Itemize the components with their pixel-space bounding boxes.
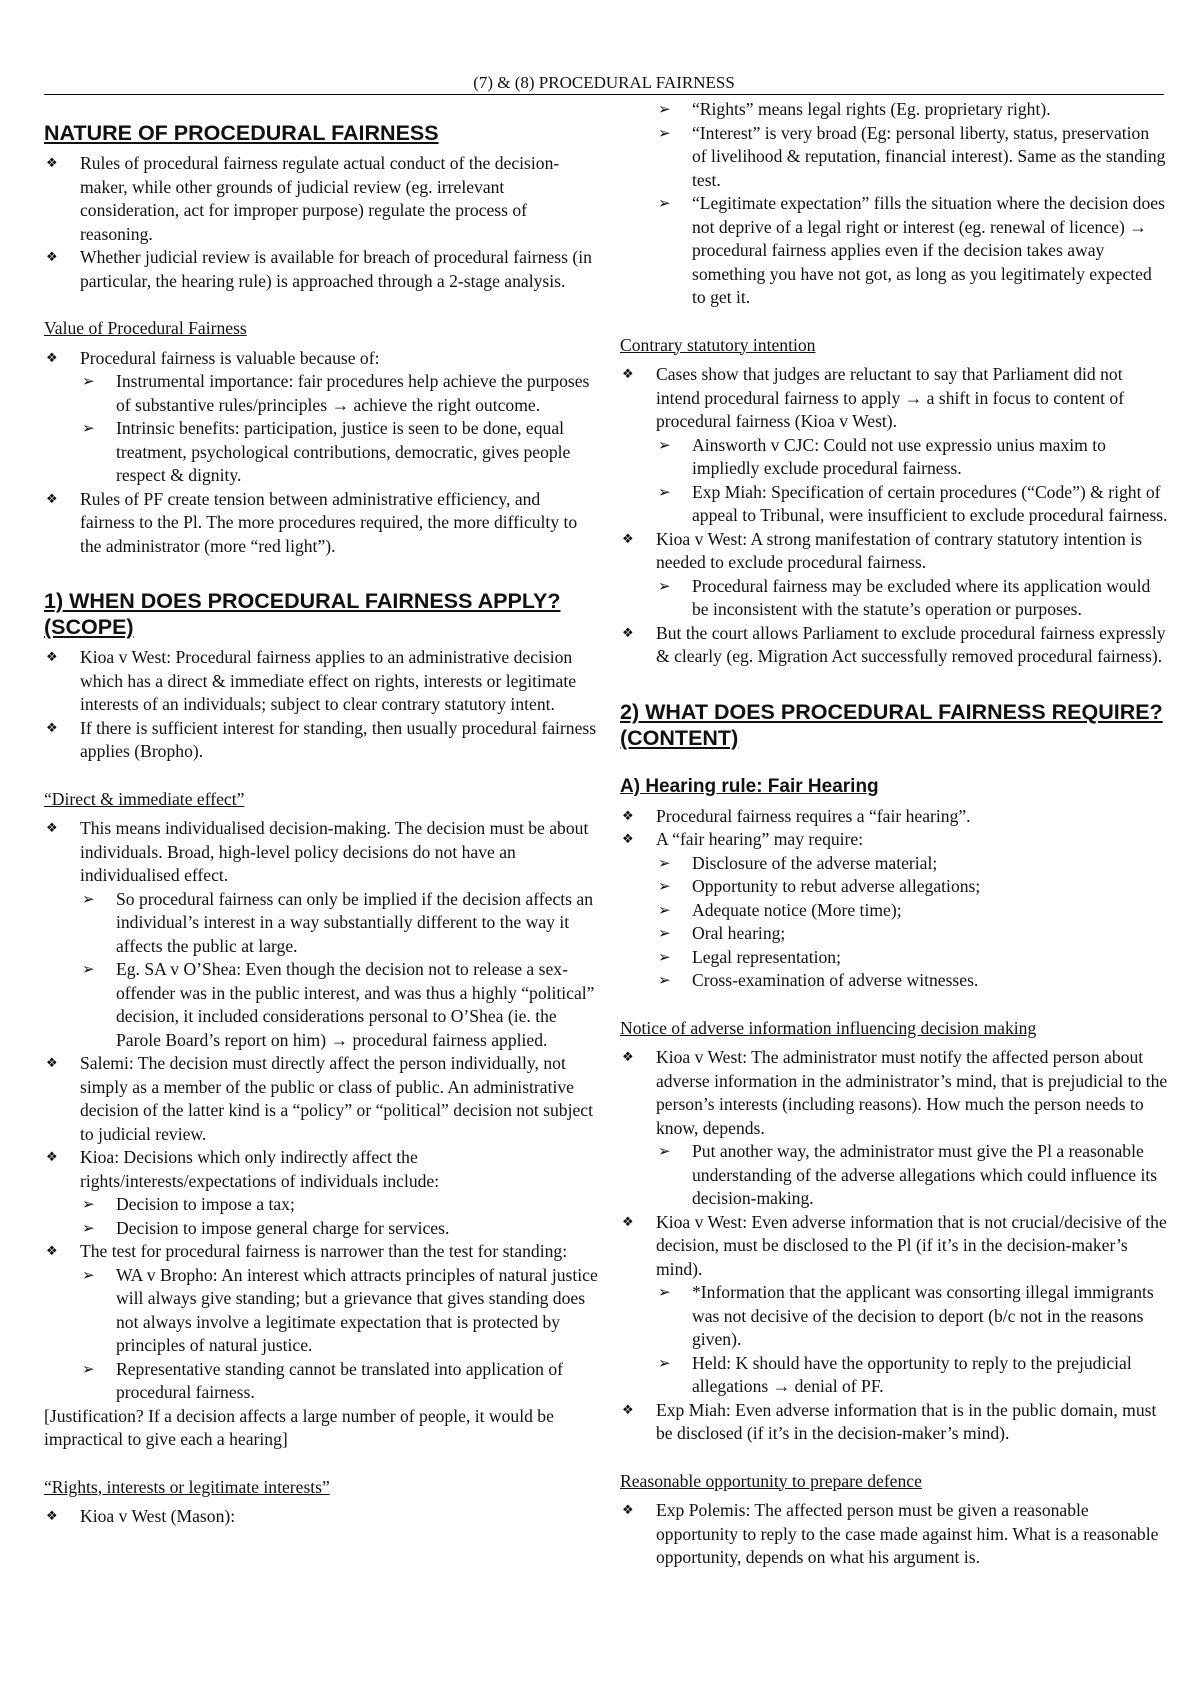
- list-item: ➢ Decision to impose general charge for services.: [44, 1217, 599, 1241]
- heading-when: 1) WHEN DOES PROCEDURAL FAIRNESS APPLY? (SCOPE): [44, 589, 561, 639]
- list-item: ❖ Salemi: The decision must directly affect the person individually, not simply as a member of the public or class of public. An administrative decision of the latter kind is a “policy” or “political” decision not subject to judicial review.: [44, 1052, 599, 1146]
- list-item: ➢ Cross-examination of adverse witnesses.: [620, 969, 1168, 993]
- value-list: [44, 347, 599, 559]
- list-item: ➢ WA v Bropho: An interest which attracts principles of natural justice will always give standing; but a grievance that gives standing does not always involve a legitimate expectation that is protected by principles of natural justice.: [44, 1264, 599, 1358]
- list-item: ❖ Kioa v West: The administrator must notify the affected person about adverse information in the administrator’s mind, that is prejudicial to the person’s interests (including reasons). How much the person needs to know, depends.: [620, 1046, 1168, 1140]
- list-item: ➢ *Information that the applicant was consorting illegal immigrants was not decisive of the decision to deport (b/c not in the reasons given).: [620, 1281, 1168, 1352]
- list-item: ➢ Put another way, the administrator must give the Pl a reasonable understanding of the adverse allegations which could influence its decision-making.: [620, 1140, 1168, 1211]
- list-item: ➢ Ainsworth v CJC: Could not use expressio unius maxim to impliedly exclude procedural fairness.: [620, 434, 1168, 481]
- right-column: [620, 98, 1168, 1570]
- running-header: (7) & (8) PROCEDURAL FAIRNESS: [44, 73, 1164, 95]
- list-item: ❖ Exp Polemis: The affected person must be given a reasonable opportunity to reply to the case made against him. What is a reasonable opportunity, depends on what his argument is.: [620, 1499, 1168, 1570]
- hearing-list: [620, 805, 1168, 993]
- list-item: ❖ Procedural fairness requires a “fair hearing”.: [620, 805, 1168, 829]
- list-item: ➢ Representative standing cannot be translated into application of procedural fairness.: [44, 1358, 599, 1405]
- list-item: ❖ Kioa: Decisions which only indirectly affect the rights/interests/expectations of individuals include:: [44, 1146, 599, 1193]
- list-item: ❖ Kioa v West: Procedural fairness applies to an administrative decision which has a direct & immediate effect on rights, interests or legitimate interests of an individuals; subject to clear contrary statutory intent.: [44, 646, 599, 717]
- list-item: ➢ Held: K should have the opportunity to reply to the prejudicial allegations → denial of PF.: [620, 1352, 1168, 1399]
- justification-note: [Justification? If a decision affects a large number of people, it would be impractical to give each a hearing]: [44, 1405, 554, 1449]
- list-item: ❖ Kioa v West (Mason):: [44, 1505, 599, 1529]
- list-item: ❖ If there is sufficient interest for standing, then usually procedural fairness applies (Bropho).: [44, 717, 599, 764]
- subheading-rights: “Rights, interests or legitimate interests”: [44, 1476, 330, 1497]
- rights-list: [44, 1505, 599, 1529]
- list-item: ➢ Eg. SA v O’Shea: Even though the decision not to release a sex-offender was in the public interest, and was thus a highly “political” decision, it included considerations personal to O’Shea (ie. the Parole Board’s report on him) → procedural fairness applied.: [44, 958, 599, 1052]
- heading-what: 2) WHAT DOES PROCEDURAL FAIRNESS REQUIRE? (CONTENT): [620, 699, 1163, 750]
- list-item: ❖ Kioa v West: A strong manifestation of contrary statutory intention is needed to exclude procedural fairness.: [620, 528, 1168, 575]
- list-item: ❖ Rules of PF create tension between administrative efficiency, and fairness to the Pl. The more procedures required, the more difficulty to the administrator (more “red light”).: [44, 488, 599, 559]
- list-item: ➢ Opportunity to rebut adverse allegations;: [620, 875, 1168, 899]
- nature-list: [44, 152, 599, 293]
- reasonable-list: [620, 1499, 1168, 1570]
- list-item: ➢ Exp Miah: Specification of certain procedures (“Code”) & right of appeal to Tribunal, were insufficient to exclude procedural fairness.: [620, 481, 1168, 528]
- list-item: ➢ “Legitimate expectation” fills the situation where the decision does not deprive of a legal right or interest (eg. renewal of licence) → procedural fairness applies even if the decision takes away something you have not got, as long as you legitimately expected to get it.: [620, 192, 1168, 310]
- list-item: ➢ Legal representation;: [620, 946, 1168, 970]
- left-column: [44, 98, 599, 1529]
- list-item: ❖ But the court allows Parliament to exclude procedural fairness expressly & clearly (eg. Migration Act successfully removed procedural fairness).: [620, 622, 1168, 669]
- list-item: ❖ Rules of procedural fairness regulate actual conduct of the decision-maker, while other grounds of judicial review (eg. irrelevant consideration, act for improper purpose) regulate the process of reasoning.: [44, 152, 599, 246]
- direct-list: [44, 817, 599, 1405]
- list-item: ➢ Adequate notice (More time);: [620, 899, 1168, 923]
- subheading-reasonable: Reasonable opportunity to prepare defence: [620, 1470, 922, 1491]
- subheading-notice: Notice of adverse information influencing decision making: [620, 1017, 1037, 1038]
- list-item: ➢ Intrinsic benefits: participation, justice is seen to be done, equal treatment, psychological contributions, democratic, gives people respect & dignity.: [44, 417, 599, 488]
- list-item: ➢ So procedural fairness can only be implied if the decision affects an individual’s interest in a way substantially different to the way it affects the public at large.: [44, 888, 599, 959]
- list-item: ❖ Kioa v West: Even adverse information that is not crucial/decisive of the decision, must be disclosed to the Pl (if it’s in the decision-maker’s mind).: [620, 1211, 1168, 1282]
- list-item: ➢ Decision to impose a tax;: [44, 1193, 599, 1217]
- list-item: ❖ Whether judicial review is available for breach of procedural fairness (in particular, the hearing rule) is approached through a 2-stage analysis.: [44, 246, 599, 293]
- subheading-direct: “Direct & immediate effect”: [44, 788, 245, 809]
- list-item: ❖ This means individualised decision-making. The decision must be about individuals. Broad, high-level policy decisions do not have an individualised effect.: [44, 817, 599, 888]
- list-item: ➢ “Interest” is very broad (Eg: personal liberty, status, preservation of livelihood & reputation, financial interest). Same as the standing test.: [620, 122, 1168, 193]
- rights-sub-list: [620, 98, 1168, 310]
- list-item: ❖ Cases show that judges are reluctant to say that Parliament did not intend procedural fairness to apply → a shift in focus to content of procedural fairness (Kioa v West).: [620, 363, 1168, 434]
- when-list: [44, 646, 599, 764]
- notice-list: [620, 1046, 1168, 1446]
- list-item: ➢ Procedural fairness may be excluded where its application would be inconsistent with the statute’s operation or purposes.: [620, 575, 1168, 622]
- list-item: ❖ A “fair hearing” may require:: [620, 828, 1168, 852]
- list-item: ➢ Instrumental importance: fair procedures help achieve the purposes of substantive rules/principles → achieve the right outcome.: [44, 370, 599, 417]
- subheading-contrary: Contrary statutory intention: [620, 334, 816, 355]
- list-item: ➢ Disclosure of the adverse material;: [620, 852, 1168, 876]
- list-item: ❖ The test for procedural fairness is narrower than the test for standing:: [44, 1240, 599, 1264]
- list-item: ➢ Oral hearing;: [620, 922, 1168, 946]
- list-item: ➢ “Rights” means legal rights (Eg. proprietary right).: [620, 98, 1168, 122]
- list-item: ❖ Procedural fairness is valuable because of:: [44, 347, 599, 371]
- subheading-value: Value of Procedural Fairness: [44, 318, 247, 338]
- list-item: ❖ Exp Miah: Even adverse information that is in the public domain, must be disclosed (if it’s in the decision-maker’s mind).: [620, 1399, 1168, 1446]
- contrary-list: [620, 363, 1168, 669]
- heading-nature: NATURE OF PROCEDURAL FAIRNESS: [44, 121, 439, 145]
- heading-hearing-rule: A) Hearing rule: Fair Hearing: [620, 775, 879, 797]
